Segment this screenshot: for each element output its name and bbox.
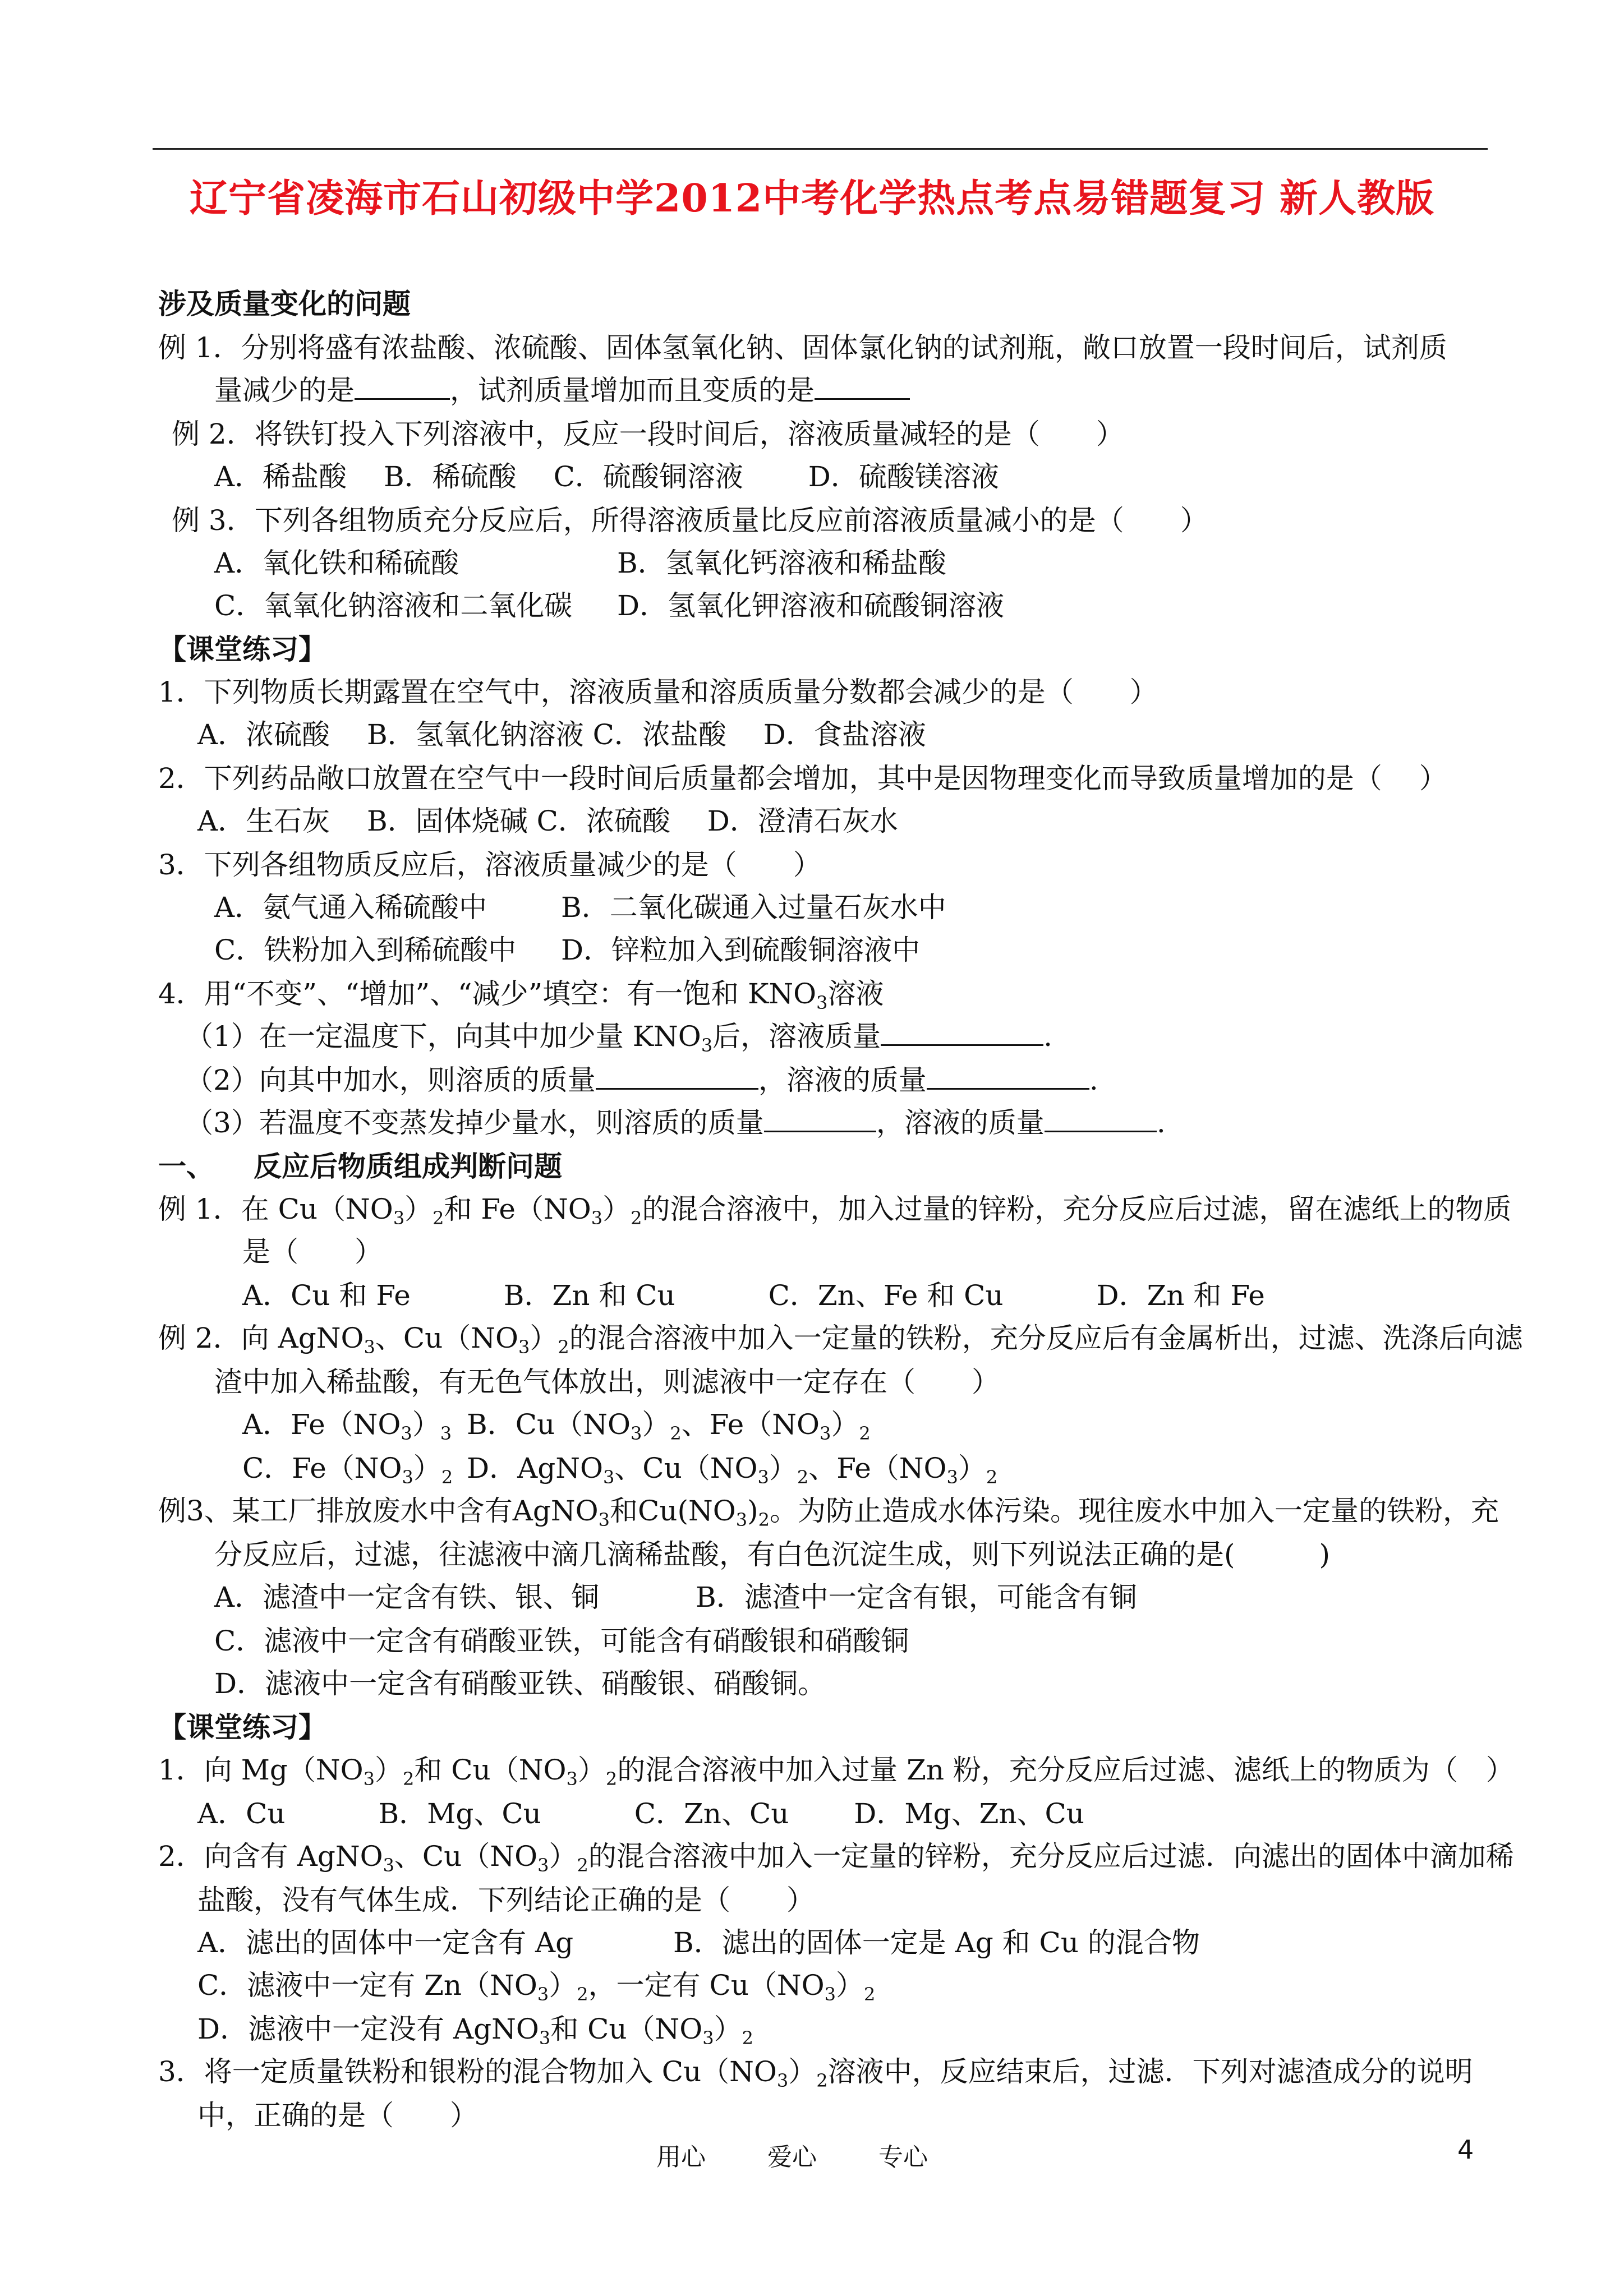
example-1-line-2: 量减少的是 ，试剂质量增加而且变质的是 [214, 372, 910, 408]
practice-q3-line-2: 中，正确的是（ ） [197, 2099, 478, 2132]
option-a: A．氧化铁和稀硫酸 [214, 547, 459, 579]
option-d: D．氢氧化钾溶液和硫酸铜溶液 [617, 589, 1005, 622]
practice-q1-options: A．Cu B．Mg、Cu C．Zn、Cu D．Mg、Zn、Cu [197, 1797, 1085, 1830]
option-a: A．滤出的固体中一定含有 Ag [197, 1926, 574, 1959]
document-title: 辽宁省凌海市石山初级中学2012中考化学热点考点易错题复习 新人教版 [190, 176, 1434, 221]
answer-blank [1045, 1105, 1157, 1132]
practice-q1-options: A．浓硫酸 B．氢氧化钠溶液 C．浓盐酸 D．食盐溶液 [197, 718, 926, 751]
practice-q3-line-1: 3．将一定质量铁粉和银粉的混合物加入 $Cu(NO_3)_2$溶液中，反应结束后，过滤．下列对滤渣成分的说明 [158, 2055, 1473, 2091]
option-c: C．$Fe(NO_3)_2$ [242, 1452, 453, 1488]
option-b: B．滤渣中一定含有银，可能含有铜 [696, 1581, 1137, 1613]
option-d: D．滤液中一定没有 AgNO$_3$和 $Cu(NO_3)_2$ [197, 2013, 754, 2049]
answer-blank [355, 372, 450, 400]
answer-blank [764, 1105, 876, 1132]
practice-heading: 【课堂练习】 [158, 633, 326, 666]
option-a: A．$Fe(NO_3)_3$ [242, 1408, 452, 1444]
option-a: A．氨气通入稀硫酸中 [214, 891, 487, 924]
header-rule [153, 148, 1488, 150]
practice-q1: 1．下列物质长期露置在空气中，溶液质量和溶质质量分数都会减少的是（ ） [158, 676, 1158, 708]
option-c: C．铁粉加入到稀硫酸中 [214, 934, 517, 966]
example-3-line-2: 分反应后，过滤，往滤液中滴几滴稀盐酸，有白色沉淀生成，则下列说法正确的是( ) [214, 1538, 1331, 1571]
section-heading: 涉及质量变化的问题 [158, 287, 411, 320]
practice-q4-part-1: （1）在一定温度下，向其中加少量 $KNO_3$后，溶液质量 . [185, 1018, 1052, 1054]
section-heading: 反应后物质组成判断问题 [254, 1150, 562, 1183]
section-heading-number: 一、 [158, 1150, 214, 1183]
answer-blank [927, 1062, 1089, 1090]
option-d: D．锌粒加入到硫酸铜溶液中 [561, 934, 921, 966]
footer-text-3: 专心 [878, 2143, 928, 2171]
example-1-line-1: 例 1．在 $Cu(NO_3)_2$和 $Fe(NO_3)_2$的混合溶液中，加入过量的锌粉，充分反应后过滤，留在滤纸上的物质 [158, 1193, 1512, 1229]
example-2-line-1: 例 2．向 AgNO$_3$、$Cu(NO_3)_2$的混合溶液中加入一定量的铁粉，充分反应后有金属析出，过滤、洗涤后向滤 [158, 1322, 1523, 1358]
practice-q4-part-2: （2）向其中加水，则溶质的质量 ，溶液的质量 . [185, 1062, 1098, 1098]
footer-text-1: 用心 [656, 2143, 706, 2171]
practice-q1: 1．向 $Mg(NO_3)_2$和 $Cu(NO_3)_2$的混合溶液中加入过量 Zn 粉，充分反应后过滤、滤纸上的物质为（ ） [158, 1754, 1514, 1790]
option-b: B．二氧化碳通入过量石灰水中 [561, 891, 946, 924]
option-b: B．氢氧化钙溶液和稀盐酸 [617, 547, 946, 579]
example-3-line-1: 例3、某工厂排放废水中含有AgNO$_3$和$Cu(NO_3)_2$。为防止造成水体污染。现往废水中加入一定量的铁粉，充 [158, 1495, 1499, 1530]
answer-blank [596, 1062, 758, 1090]
practice-q4: 4．用“不变”、“增加”、“减少”填空：有一饱和 $KNO_3$溶液 [158, 978, 884, 1013]
example-2-options: A．稀盐酸 B．稀硫酸 C．硫酸铜溶液 D．硫酸镁溶液 [214, 460, 999, 493]
option-c: C．氧氧化钠溶液和二氧化碳 [214, 589, 573, 622]
option-b: B．$Cu(NO_3)_2$、$Fe(NO_3)_2$ [467, 1408, 871, 1444]
practice-heading: 【课堂练习】 [158, 1711, 326, 1744]
practice-q3: 3．下列各组物质反应后，溶液质量减少的是（ ） [158, 849, 821, 881]
answer-blank [881, 1018, 1043, 1046]
example-2-line-2: 渣中加入稀盐酸，有无色气体放出，则滤液中一定存在（ ） [214, 1366, 1000, 1398]
page-number: 4 [1457, 2134, 1474, 2165]
example-3: 例 3．下列各组物质充分反应后，所得溶液质量比反应前溶液质量减小的是（ ） [172, 504, 1208, 537]
option-d: D．AgNO$_3$、$Cu(NO_3)_2$、$Fe(NO_3)_2$ [467, 1452, 998, 1488]
practice-q2-line-1: 2．向含有 AgNO$_3$、$Cu(NO_3)_2$的混合溶液中加入一定量的锌粉，充分反应后过滤．向滤出的固体中滴加稀 [158, 1840, 1514, 1876]
footer-text-2: 爱心 [767, 2143, 817, 2171]
example-1-options: A．Cu 和 Fe B．Zn 和 Cu C．Zn、Fe 和 Cu D．Zn 和 Fe [242, 1279, 1265, 1312]
option-b: B．滤出的固体一定是 Ag 和 Cu 的混合物 [673, 1926, 1200, 1959]
example-2: 例 2．将铁钉投入下列溶液中，反应一段时间后，溶液质量减轻的是（ ） [172, 418, 1124, 450]
option-a: A．滤渣中一定含有铁、银、铜 [214, 1581, 600, 1613]
practice-q2: 2．下列药品敞口放置在空气中一段时间后质量都会增加，其中是因物理变化而导致质量增加的是（ ） [158, 762, 1447, 795]
option-c: C．滤液中一定有 $Zn(NO_3)_2$，一定有 $Cu(NO_3)_2$ [197, 1969, 876, 2005]
practice-q2-options: A．生石灰 B．固体烧碱 C．浓硫酸 D．澄清石灰水 [197, 805, 898, 837]
option-c: C．滤液中一定含有硝酸亚铁，可能含有硝酸银和硝酸铜 [214, 1625, 909, 1657]
example-1-line-1: 例 1．分别将盛有浓盐酸、浓硫酸、固体氢氧化钠、固体氯化钠的试剂瓶，敞口放置一段时间后，试剂质 [158, 331, 1447, 364]
practice-q4-part-3: （3）若温度不变蒸发掉少量水，则溶质的质量 ，溶液的质量 . [185, 1105, 1166, 1141]
option-d: D．滤液中一定含有硝酸亚铁、硝酸银、硝酸铜。 [214, 1667, 826, 1700]
answer-blank [815, 372, 910, 400]
example-1-line-2: 是（ ） [242, 1235, 383, 1268]
practice-q2-line-2: 盐酸，没有气体生成．下列结论正确的是（ ） [197, 1884, 815, 1916]
